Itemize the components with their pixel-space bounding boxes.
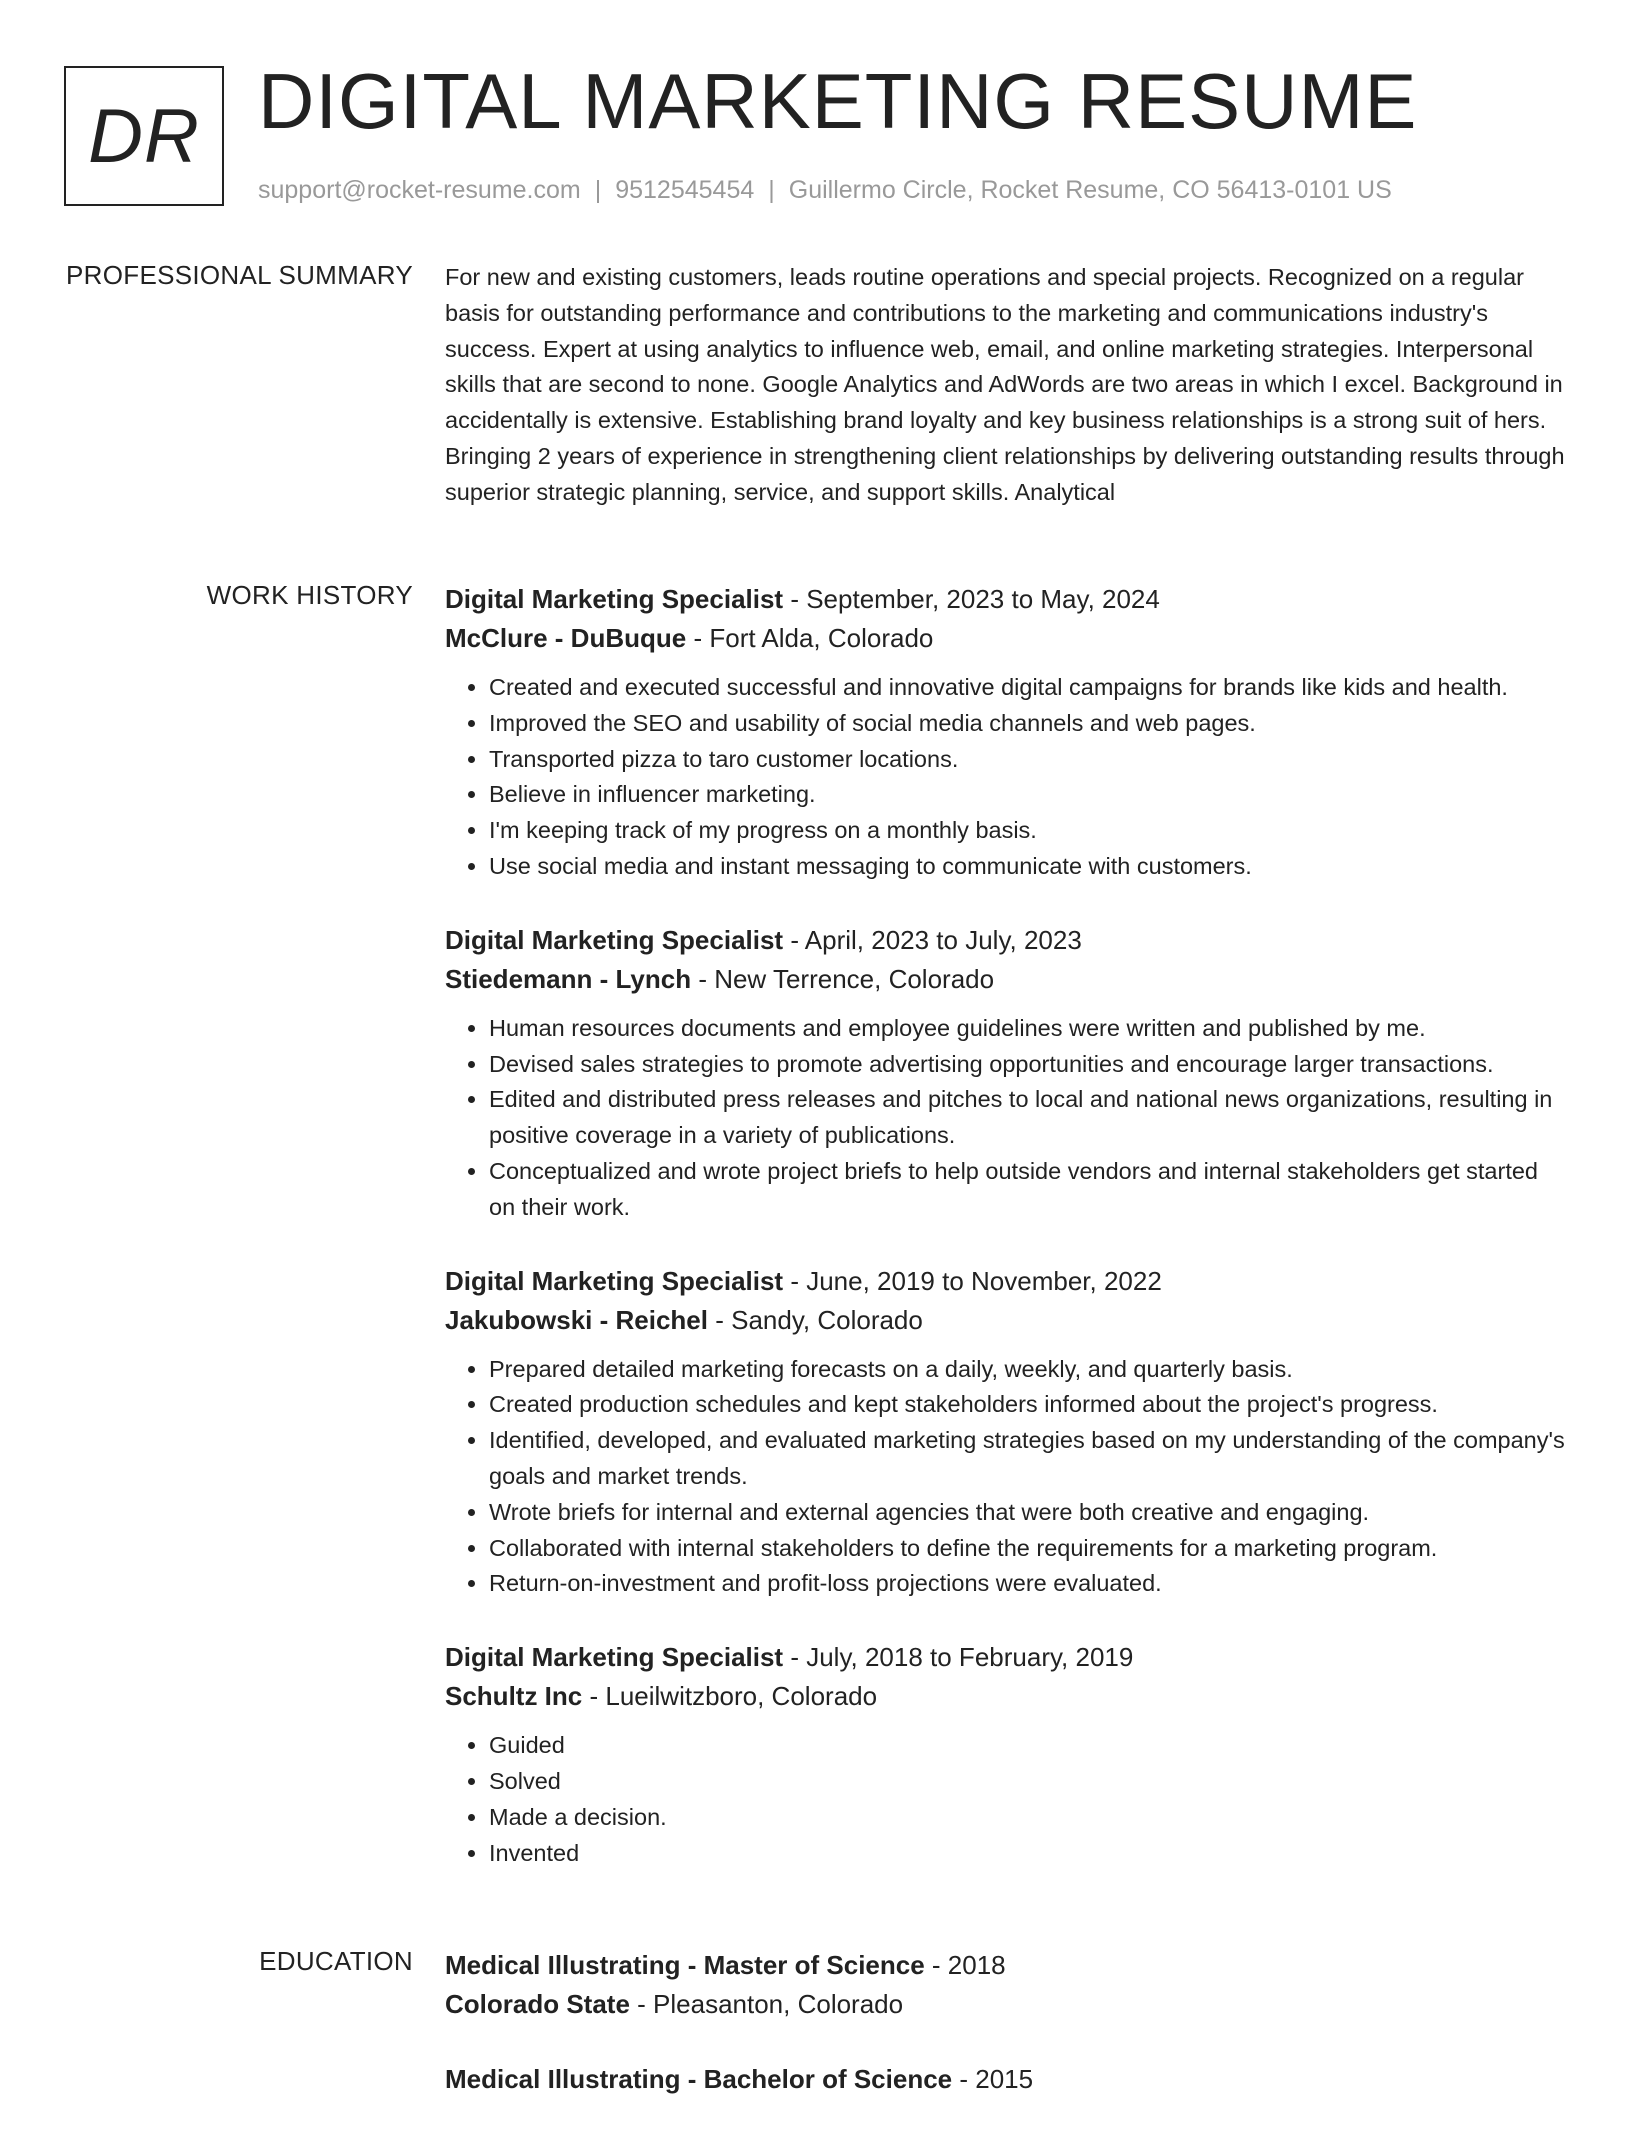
education-list <box>445 1946 1565 2135</box>
job-bullet: • Human resources documents and employee guidelines were written and published by me. <box>489 1011 1565 1047</box>
job-bullet: • Invented <box>489 1836 1565 1872</box>
degree-year: - 2015 <box>959 2064 1034 2094</box>
job-company: Jakubowski - Reichel <box>445 1304 708 1335</box>
job-bullet: • Improved the SEO and usability of social media channels and web pages. <box>489 706 1565 742</box>
summary-text: For new and existing customers, leads routine operations and special projects. Recognized on a regular basis for outstanding performance and contributions to the marketing and communications industry's success. Expert at using analytics to influence web, email, and online marketing strategies. Interpersonal skills that are second to none. Google Analytics and AdWords are two areas in which I excel. Background in accidentally is extensive. Establishing brand loyalty and key business relationships is a strong suit of hers. Bringing 2 years of experience in strengthening client relationships by delivering outstanding results through superior strategic planning, service, and support skills. Analytical <box>445 264 1565 505</box>
school-name: Colorado State <box>445 1989 630 2019</box>
school-line <box>445 1985 1565 2024</box>
job-bullet: • Believe in influencer marketing. <box>489 777 1565 813</box>
job-title-line <box>445 580 1565 619</box>
job-title-line <box>445 1262 1565 1301</box>
job-dates: - April, 2023 to July, 2023 <box>790 924 1082 955</box>
job-bullet: • Return-on-investment and profit-loss projections were evaluated. <box>489 1566 1565 1602</box>
job-bullet: • Collaborated with internal stakeholders to define the requirements for a marketing program. <box>489 1531 1565 1567</box>
job-company-line <box>445 1677 1565 1716</box>
job-bullet: • I'm keeping track of my progress on a monthly basis. <box>489 813 1565 849</box>
job-dates: - September, 2023 to May, 2024 <box>790 584 1160 614</box>
job-bullets <box>445 1011 1565 1226</box>
job-list <box>445 580 1565 1907</box>
education-entry <box>445 1946 1565 2024</box>
job-bullets <box>445 1728 1565 1871</box>
job-bullet: • Prepared detailed marketing forecasts on a daily, weekly, and quarterly basis. <box>489 1352 1565 1388</box>
job-entry <box>445 1638 1565 1871</box>
work-history-heading: WORK HISTORY <box>206 580 413 610</box>
job-title: Digital Marketing Specialist <box>445 1265 784 1296</box>
contact-separator: | <box>768 176 775 204</box>
job-company-line <box>445 960 1565 999</box>
contact-line <box>258 176 1392 205</box>
education-entry <box>445 2060 1565 2099</box>
job-bullet: • Identified, developed, and evaluated marketing strategies based on my understanding of the company's goals and market trends. <box>489 1423 1565 1495</box>
job-dates: - July, 2018 to February, 2019 <box>790 1642 1134 1673</box>
job-entry <box>445 921 1565 1226</box>
degree-name: Medical Illustrating - Master of Science <box>445 1950 925 1980</box>
summary-heading: PROFESSIONAL SUMMARY <box>66 260 413 290</box>
job-bullet: • Edited and distributed press releases and pitches to local and national news organizations, resulting in positive coverage in a variety of publications. <box>489 1082 1565 1154</box>
job-bullet: • Created production schedules and kept stakeholders informed about the project's progress. <box>489 1387 1565 1423</box>
contact-email: support@rocket-resume.com <box>258 176 581 204</box>
job-title-line <box>445 921 1565 960</box>
job-company: Schultz Inc <box>445 1681 583 1712</box>
job-bullets <box>445 670 1565 885</box>
job-bullet: • Transported pizza to taro customer locations. <box>489 742 1565 778</box>
job-company: McClure - DuBuque <box>445 623 687 653</box>
degree-line <box>445 1946 1565 1985</box>
job-bullet: • Conceptualized and wrote project briefs to help outside vendors and internal stakeholders get started on their work. <box>489 1154 1565 1226</box>
job-entry <box>445 580 1565 885</box>
job-entry <box>445 1262 1565 1603</box>
education-heading: EDUCATION <box>259 1946 413 1976</box>
job-dates: - June, 2019 to November, 2022 <box>790 1265 1162 1296</box>
job-title: Digital Marketing Specialist <box>445 924 784 955</box>
job-company-line <box>445 1301 1565 1340</box>
job-bullet: • Guided <box>489 1728 1565 1764</box>
contact-separator: | <box>594 176 602 204</box>
job-title: Digital Marketing Specialist <box>445 584 784 614</box>
job-bullet: • Devised sales strategies to promote advertising opportunities and encourage larger transactions. <box>489 1047 1565 1083</box>
contact-phone: 9512545454 <box>615 176 755 204</box>
job-location: - New Terrence, Colorado <box>698 963 995 994</box>
school-location: - Pleasanton, Colorado <box>637 1989 904 2019</box>
job-bullet: • Made a decision. <box>489 1800 1565 1836</box>
contact-address: Guillermo Circle, Rocket Resume, CO 56413-0101 US <box>788 176 1392 204</box>
resume-title: DIGITAL MARKETING RESUME <box>258 57 1418 145</box>
job-title-line <box>445 1638 1565 1677</box>
job-location: - Fort Alda, Colorado <box>693 623 934 653</box>
degree-name: Medical Illustrating - Bachelor of Science <box>445 2064 953 2094</box>
degree-line <box>445 2060 1565 2099</box>
job-bullet: • Wrote briefs for internal and external agencies that were both creative and engaging. <box>489 1495 1565 1531</box>
job-location: - Lueilwitzboro, Colorado <box>589 1681 878 1712</box>
job-bullet: • Solved <box>489 1764 1565 1800</box>
job-bullet: • Created and executed successful and innovative digital campaigns for brands like kids and health. <box>489 670 1565 706</box>
job-company: Stiedemann - Lynch <box>445 963 692 994</box>
job-bullets <box>445 1352 1565 1603</box>
job-company-line <box>445 619 1565 658</box>
degree-year: - 2018 <box>931 1950 1006 1980</box>
job-location: - Sandy, Colorado <box>715 1304 923 1335</box>
job-bullet: • Use social media and instant messaging to communicate with customers. <box>489 849 1565 885</box>
monogram-badge: DR <box>64 66 224 206</box>
job-title: Digital Marketing Specialist <box>445 1642 784 1673</box>
